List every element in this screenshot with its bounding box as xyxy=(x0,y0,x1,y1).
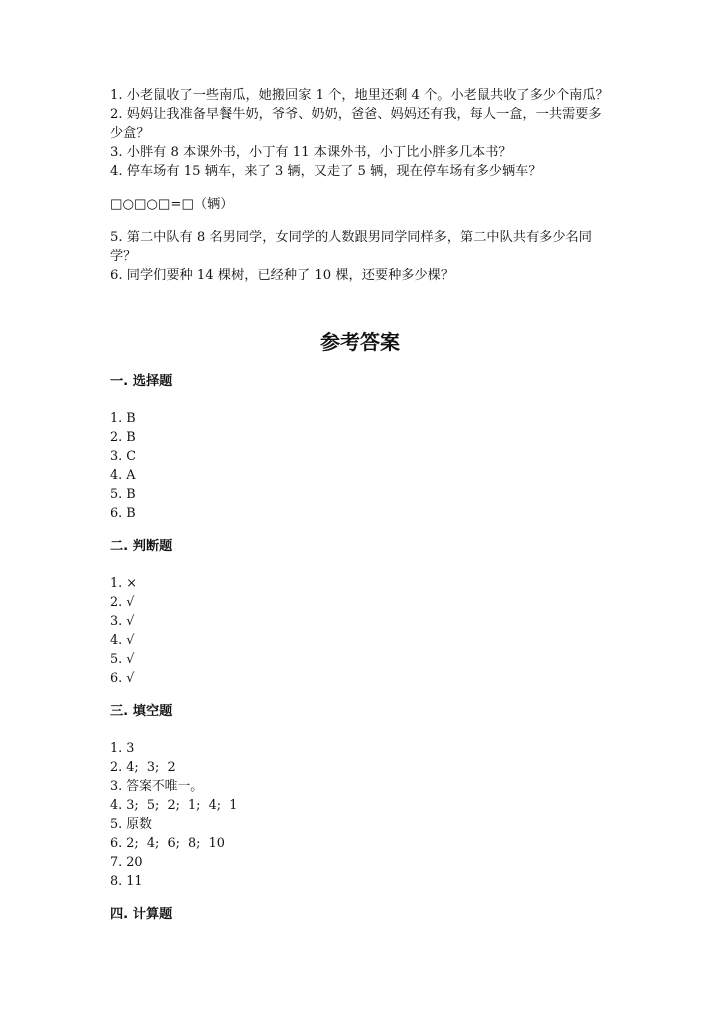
problem-5: 5. 第二中队有 8 名男同学，女同学的人数跟男同学同样多，第二中队共有多少名同学？ xyxy=(110,230,592,264)
answer-item: 5. √ xyxy=(110,652,135,667)
answer-item: 2. B xyxy=(110,430,136,445)
answer-item: 5. B xyxy=(110,487,136,502)
answer-item: 3. 答案不唯一。 xyxy=(110,779,204,794)
answer-item: 6. 2; 4; 6; 8; 10 xyxy=(110,836,225,851)
answer-item: 2. √ xyxy=(110,595,135,610)
problem-1: 1. 小老鼠收了一些南瓜，她搬回家 1 个，地里还剩 4 个。小老鼠共收了多少个南瓜？ xyxy=(110,88,609,103)
answer-list xyxy=(110,409,610,523)
problem-2: 2. 妈妈让我准备早餐牛奶，爷爷、奶奶，爸爸、妈妈还有我，每人一盒，一共需要多少盒？ xyxy=(110,107,602,141)
answer-item: 3. C xyxy=(110,449,137,464)
answer-item: 6. B xyxy=(110,506,136,521)
problem-6: 6. 同学们要种 14 棵树，已经种了 10 棵，还要种多少棵？ xyxy=(110,268,455,283)
answer-item: 1. × xyxy=(110,576,137,591)
answer-item: 4. √ xyxy=(110,633,135,648)
section-fill-blank xyxy=(110,703,610,891)
section-heading: 二. 判断题 xyxy=(110,539,173,554)
section-multiple-choice xyxy=(110,373,610,523)
word-problems xyxy=(110,86,610,285)
answer-item: 4. 3; 5; 2; 1; 4; 1 xyxy=(110,798,238,813)
section-heading: 三. 填空题 xyxy=(110,704,173,719)
problem-4-formula: □○□○□=□（辆） xyxy=(110,197,234,212)
answer-key-title: 参考答案 xyxy=(320,330,400,354)
answer-item: 3. √ xyxy=(110,614,135,629)
problem-4: 4. 停车场有 15 辆车，来了 3 辆，又走了 5 辆，现在停车场有多少辆车？ xyxy=(110,164,542,179)
answer-item: 2. 4; 3; 2 xyxy=(110,760,176,775)
section-heading: 四. 计算题 xyxy=(110,907,173,922)
answer-list xyxy=(110,574,610,688)
answer-item: 4. A xyxy=(110,468,136,483)
answer-item: 5. 原数 xyxy=(110,817,152,832)
answer-item: 6. √ xyxy=(110,671,135,686)
answer-list xyxy=(110,739,610,891)
problem-3: 3. 小胖有 8 本课外书，小丁有 11 本课外书，小丁比小胖多几本书？ xyxy=(110,145,512,160)
answer-item: 7. 20 xyxy=(110,855,143,870)
section-true-false xyxy=(110,538,610,688)
section-heading: 一. 选择题 xyxy=(110,374,173,389)
answer-item: 8. 11 xyxy=(110,874,143,889)
section-calculation xyxy=(110,906,610,924)
answer-item: 1. B xyxy=(110,411,136,426)
answer-item: 1. 3 xyxy=(110,741,135,756)
